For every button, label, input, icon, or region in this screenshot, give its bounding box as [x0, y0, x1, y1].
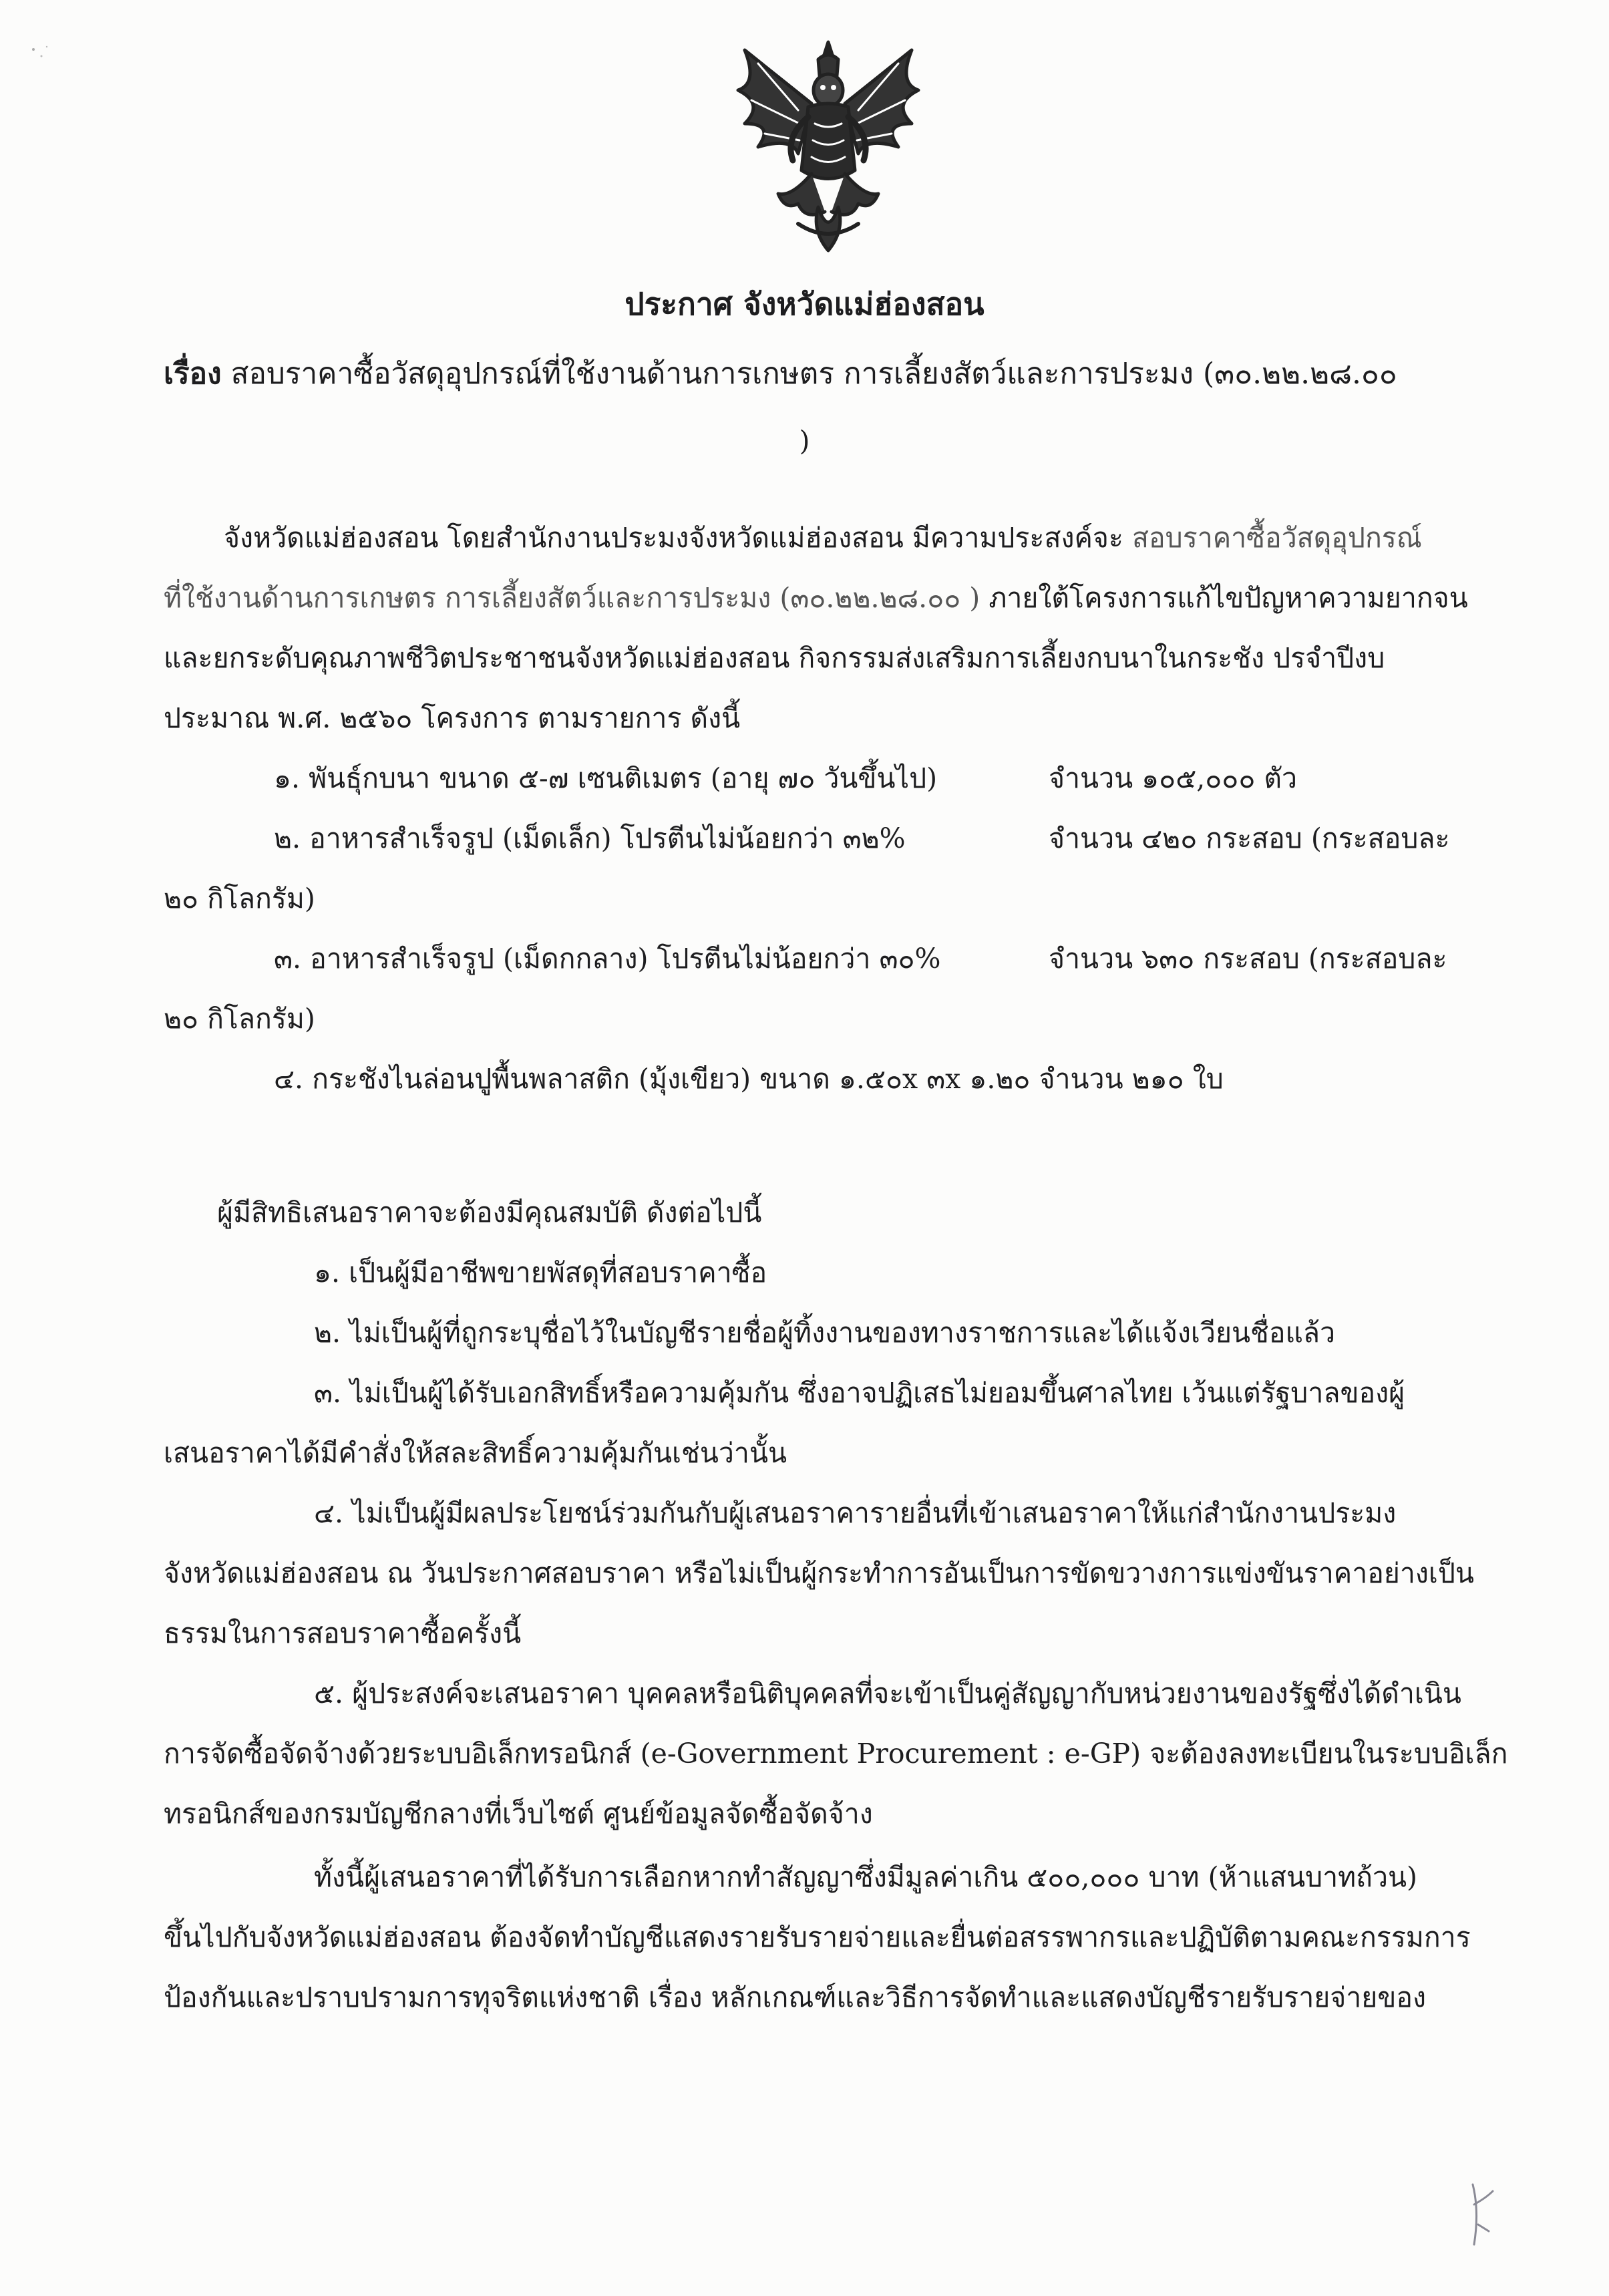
intro-line-2-b: ภายใต้โครงการแก้ไขปัญหาความยากจน — [989, 582, 1468, 614]
item-3-qty: จำนวน ๖๓๐ กระสอบ (กระสอบละ — [1049, 943, 1447, 975]
handwritten-mark-icon — [1459, 2178, 1499, 2251]
qualifications-heading: ผู้มีสิทธิเสนอราคาจะต้องมีคุณสมบัติ ดังต่อไปนี้ — [217, 1196, 762, 1228]
item-1-qty: จำนวน ๑๐๕,๐๐๐ ตัว — [1049, 762, 1298, 794]
item-2-desc: ๒. อาหารสำเร็จรูป (เม็ดเล็ก) โปรตีนไม่น้อยกว่า ๓๒% — [274, 822, 906, 854]
intro-line-1 — [224, 518, 1422, 558]
item-1-desc: ๑. พันธุ์กบนา ขนาด ๕-๗ เซนติเมตร (อายุ ๗๐ วันขึ้นไป) — [274, 762, 938, 794]
subject-text: สอบราคาซื้อวัสดุอุปกรณ์ที่ใช้งานด้านการเกษตร การเลี้ยงสัตว์และการประมง (๓๐.๒๒.๒๘.๐๐ — [230, 357, 1397, 391]
document-title: ประกาศ จังหวัดแม่ฮ่องสอน — [624, 286, 985, 322]
intro-line-1-b: สอบราคาซื้อวัสดุอุปกรณ์ — [1132, 522, 1422, 554]
subject-line-1 — [164, 354, 1397, 394]
subject-line-2: ) — [799, 425, 810, 457]
item-3-cont: ๒๐ กิโลกรัม) — [164, 1003, 315, 1035]
qualification-5-line-1: ๕. ผู้ประสงค์จะเสนอราคา บุคคลหรือนิติบุคคลที่จะเข้าเป็นคู่สัญญากับหน่วยงานของรัฐซึ่งได้ดำเนิน — [314, 1677, 1461, 1709]
intro-line-1-a: จังหวัดแม่ฮ่องสอน โดยสำนักงานประมงจังหวัดแม่ฮ่องสอน มีความประสงค์จะ — [224, 522, 1123, 554]
qualification-4-line-3: ธรรมในการสอบราคาซื้อครั้งนี้ — [164, 1617, 522, 1649]
intro-line-2 — [164, 578, 1468, 618]
closing-line-1: ทั้งนี้ผู้เสนอราคาที่ได้รับการเลือกหากทำสัญญาซึ่งมีมูลค่าเกิน ๕๐๐,๐๐๐ บาท (ห้าแสนบาทถ้วน) — [314, 1861, 1418, 1893]
intro-line-4: ประมาณ พ.ศ. ๒๕๖๐ โครงการ ตามรายการ ดังนี้ — [164, 702, 741, 734]
scan-speck-icon — [27, 40, 53, 67]
qualification-1: ๑. เป็นผู้มีอาชีพขายพัสดุที่สอบราคาซื้อ — [314, 1257, 767, 1289]
item-4-desc: ๔. กระชังไนล่อนปูพื้นพลาสติก (มุ้งเขียว) ขนาด ๑.๕๐x ๓x ๑.๒๐ จำนวน ๒๑๐ ใบ — [274, 1063, 1224, 1095]
closing-line-2: ขึ้นไปกับจังหวัดแม่ฮ่องสอน ต้องจัดทำบัญชีแสดงรายรับรายจ่ายและยื่นต่อสรรพากรและปฏิบัติตามคณะกรรมการ — [164, 1921, 1471, 1953]
subject-label: เรื่อง — [164, 357, 222, 391]
item-2-qty: จำนวน ๔๒๐ กระสอบ (กระสอบละ — [1049, 822, 1450, 854]
qualification-4-line-1: ๔. ไม่เป็นผู้มีผลประโยชน์ร่วมกันกับผู้เสนอราคารายอื่นที่เข้าเสนอราคาให้แก่สำนักงานประมง — [314, 1497, 1397, 1529]
garuda-emblem-icon — [718, 37, 938, 257]
intro-line-2-a: ที่ใช้งานด้านการเกษตร การเลี้ยงสัตว์และการประมง (๓๐.๒๒.๒๘.๐๐ ) — [164, 582, 980, 614]
qualification-5-line-3: ทรอนิกส์ของกรมบัญชีกลางที่เว็บไซต์ ศูนย์ข้อมูลจัดซื้อจัดจ้าง — [164, 1798, 873, 1830]
intro-line-3: และยกระดับคุณภาพชีวิตประชาชนจังหวัดแม่ฮ่องสอน กิจกรรมส่งเสริมการเลี้ยงกบนาในกระชัง ปรจำปีงบ — [164, 642, 1385, 674]
qualification-2: ๒. ไม่เป็นผู้ที่ถูกระบุชื่อไว้ในบัญชีรายชื่อผู้ทิ้งงานของทางราชการและได้แจ้งเวียนชื่อแล้ว — [314, 1317, 1336, 1349]
qualification-4-line-2: จังหวัดแม่ฮ่องสอน ณ วันประกาศสอบราคา หรือไม่เป็นผู้กระทำการอันเป็นการขัดขวางการแข่งขันราคาอย่างเป็น — [164, 1557, 1474, 1589]
qualification-5-line-2: การจัดซื้อจัดจ้างด้วยระบบอิเล็กทรอนิกส์ (e-Government Procurement : e-GP) จะต้องลงทะเบียนในระบบอิเล็ก — [164, 1738, 1508, 1770]
qualification-3-line-1: ๓. ไม่เป็นผู้ได้รับเอกสิทธิ์หรือความคุ้มกัน ซึ่งอาจปฏิเสธไม่ยอมขึ้นศาลไทย เว้นแต่รัฐบาลของผู้ — [314, 1377, 1405, 1409]
item-2-cont: ๒๐ กิโลกรัม) — [164, 882, 315, 915]
closing-line-3: ป้องกันและปราบปรามการทุจริตแห่งชาติ เรื่อง หลักเกณฑ์และวิธีการจัดทำและแสดงบัญชีรายรับรายจ่ายของ — [164, 1981, 1426, 2013]
qualification-3-line-2: เสนอราคาได้มีคำสั่งให้สละสิทธิ์ความคุ้มกันเช่นว่านั้น — [164, 1437, 787, 1469]
item-3-desc: ๓. อาหารสำเร็จรูป (เม็ดกกลาง) โปรตีนไม่น้อยกว่า ๓๐% — [274, 943, 941, 975]
